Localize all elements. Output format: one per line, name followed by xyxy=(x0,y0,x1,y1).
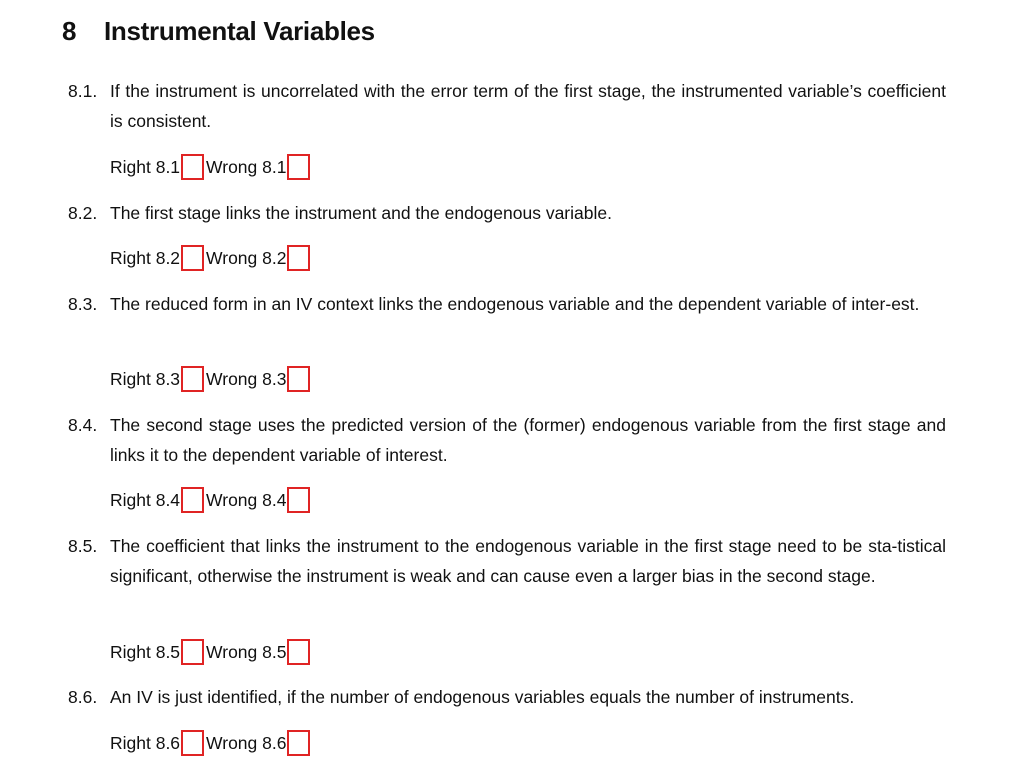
question-text: The reduced form in an IV context links the endogenous variable and the dependent variable of inter-est. xyxy=(110,294,920,314)
question-item-8-4 xyxy=(68,410,948,470)
wrong-checkbox[interactable] xyxy=(287,639,310,665)
right-checkbox[interactable] xyxy=(181,154,204,180)
wrong-label: Wrong 8.2 xyxy=(206,247,287,268)
question-number: 8.6. xyxy=(68,687,98,707)
question-text: The first stage links the instrument and the endogenous variable. xyxy=(110,203,612,223)
section-title: Instrumental Variables xyxy=(104,16,375,46)
question-number: 8.1. xyxy=(68,81,98,101)
wrong-label: Wrong 8.4 xyxy=(206,489,287,510)
right-label: Right 8.4 xyxy=(110,489,181,510)
answer-row-8-3 xyxy=(110,364,312,394)
wrong-label: Wrong 8.5 xyxy=(206,641,287,662)
question-number: 8.2. xyxy=(68,203,98,223)
right-label: Right 8.2 xyxy=(110,247,181,268)
right-checkbox[interactable] xyxy=(181,730,204,756)
right-label: Right 8.5 xyxy=(110,641,181,662)
right-label: Right 8.3 xyxy=(110,368,181,389)
right-checkbox[interactable] xyxy=(181,245,204,271)
right-label: Right 8.1 xyxy=(110,156,181,177)
answer-row-8-1 xyxy=(110,152,312,182)
question-text: An IV is just identified, if the number of endogenous variables equals the number of instruments. xyxy=(110,687,855,707)
question-item-8-1 xyxy=(68,76,948,136)
question-item-8-3 xyxy=(68,289,948,319)
question-item-8-6 xyxy=(68,682,948,712)
question-text: If the instrument is uncorrelated with the error term of the first stage, the instrumented variable’s coefficient is consistent. xyxy=(110,81,946,131)
answer-row-8-2 xyxy=(110,243,312,273)
wrong-label: Wrong 8.3 xyxy=(206,368,287,389)
question-number: 8.3. xyxy=(68,294,98,314)
right-checkbox[interactable] xyxy=(181,639,204,665)
wrong-checkbox[interactable] xyxy=(287,245,310,271)
right-checkbox[interactable] xyxy=(181,487,204,513)
section-number: 8 xyxy=(62,16,77,46)
wrong-checkbox[interactable] xyxy=(287,487,310,513)
right-label: Right 8.6 xyxy=(110,732,181,753)
wrong-checkbox[interactable] xyxy=(287,366,310,392)
right-checkbox[interactable] xyxy=(181,366,204,392)
question-text: The second stage uses the predicted version of the (former) endogenous variable from the first stage and links it to the dependent variable of interest. xyxy=(110,415,946,465)
wrong-checkbox[interactable] xyxy=(287,730,310,756)
answer-row-8-5 xyxy=(110,637,312,667)
wrong-label: Wrong 8.1 xyxy=(206,156,287,177)
question-number: 8.5. xyxy=(68,536,98,556)
section-heading xyxy=(62,16,375,47)
question-item-8-5 xyxy=(68,531,948,591)
wrong-checkbox[interactable] xyxy=(287,154,310,180)
question-text: The coefficient that links the instrument to the endogenous variable in the first stage need to be sta-tistical significant, otherwise the instrument is weak and can cause even a larger bias in the second stage. xyxy=(110,536,946,586)
question-number: 8.4. xyxy=(68,415,98,435)
question-item-8-2 xyxy=(68,198,948,228)
wrong-label: Wrong 8.6 xyxy=(206,732,287,753)
answer-row-8-4 xyxy=(110,485,312,515)
answer-row-8-6 xyxy=(110,728,312,758)
